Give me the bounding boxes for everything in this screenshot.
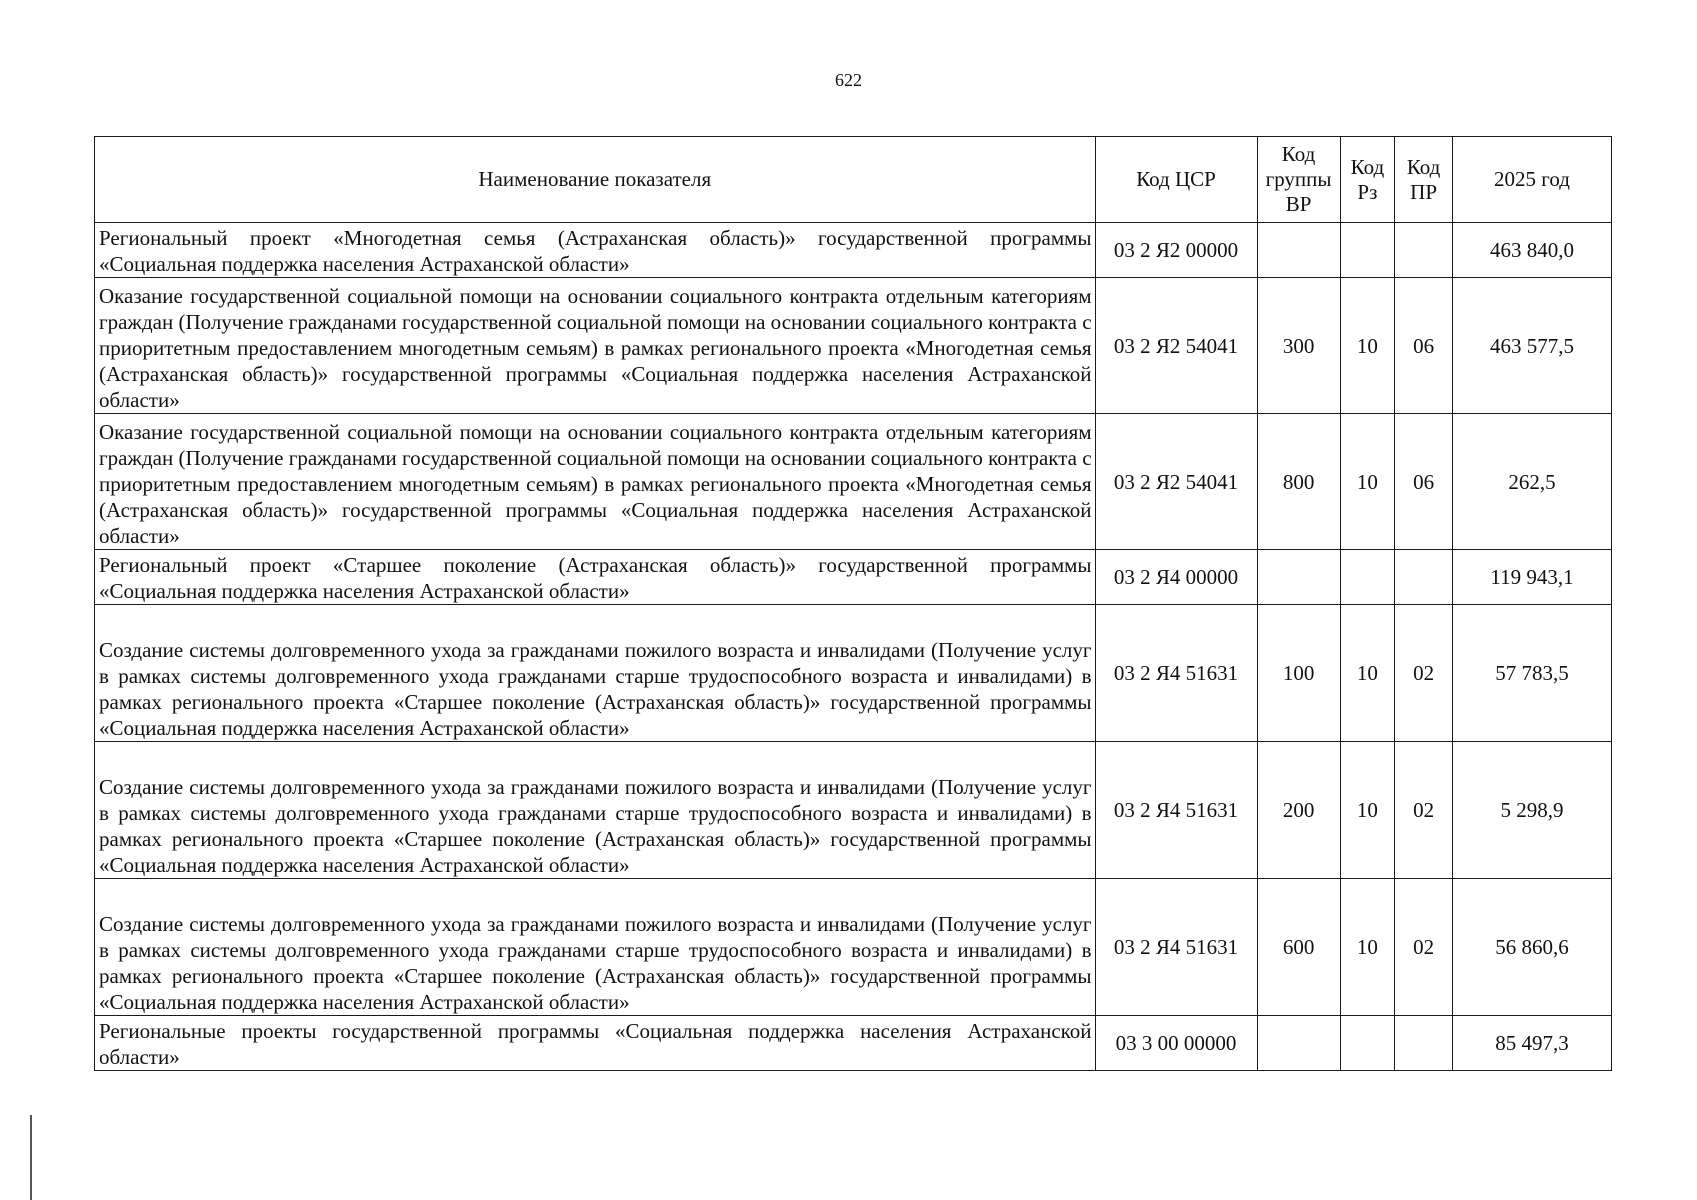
row-vr-code: 300: [1257, 278, 1340, 414]
row-csr-code: 03 3 00 00000: [1095, 1016, 1257, 1071]
row-pr-code: [1395, 550, 1453, 605]
scan-edge-mark: [30, 1115, 32, 1200]
row-rz-code: [1340, 223, 1395, 278]
header-name: Наименование показателя: [95, 137, 1096, 223]
table-row: [95, 1016, 1612, 1071]
table-row: [95, 414, 1612, 550]
row-vr-code: [1257, 223, 1340, 278]
header-rz-code: Код Рз: [1340, 137, 1395, 223]
row-vr-code: [1257, 550, 1340, 605]
row-amount: 262,5: [1452, 414, 1611, 550]
page-number: 622: [835, 70, 862, 90]
row-vr-code: 200: [1257, 742, 1340, 879]
row-amount: 5 298,9: [1452, 742, 1611, 879]
table-row: [95, 605, 1612, 742]
row-rz-code: 10: [1340, 605, 1395, 742]
table-header-row: [95, 137, 1612, 223]
row-amount: 463 840,0: [1452, 223, 1611, 278]
row-vr-code: 800: [1257, 414, 1340, 550]
row-rz-code: [1340, 1016, 1395, 1071]
row-rz-code: 10: [1340, 742, 1395, 879]
row-name: Региональный проект «Многодетная семья (Астраханская область)» государственной программы «Социальная поддержка населения Астраханской области»: [95, 223, 1096, 278]
row-amount: 119 943,1: [1452, 550, 1611, 605]
table-row: [95, 278, 1612, 414]
header-pr-code: Код ПР: [1395, 137, 1453, 223]
row-pr-code: [1395, 1016, 1453, 1071]
row-csr-code: 03 2 Я4 51631: [1095, 605, 1257, 742]
row-rz-code: 10: [1340, 879, 1395, 1016]
row-pr-code: 02: [1395, 879, 1453, 1016]
row-csr-code: 03 2 Я2 54041: [1095, 414, 1257, 550]
row-rz-code: [1340, 550, 1395, 605]
table-row: [95, 742, 1612, 879]
row-name: Создание системы долговременного ухода за гражданами пожилого возраста и инвалидами (Получение услуг в рамках системы долговременного ухода гражданами старше трудоспособного возраста и инвалидами) в рамках регионального проекта «Старшее поколение (Астраханская область)» государственной программы «Социальная поддержка населения Астраханской области»: [95, 879, 1096, 1016]
row-vr-code: 600: [1257, 879, 1340, 1016]
header-year: 2025 год: [1452, 137, 1611, 223]
row-pr-code: 06: [1395, 278, 1453, 414]
row-name: Оказание государственной социальной помощи на основании социального контракта отдельным категориям граждан (Получение гражданами государственной социальной помощи на основании социального контракта с приоритетным предоставлением многодетным семьям) в рамках регионального проекта «Многодетная семья (Астраханская область)» государственной программы «Социальная поддержка населения Астраханской области»: [95, 278, 1096, 414]
row-pr-code: 06: [1395, 414, 1453, 550]
table-row: [95, 223, 1612, 278]
table-row: [95, 879, 1612, 1016]
header-csr-code: Код ЦСР: [1095, 137, 1257, 223]
row-name: Создание системы долговременного ухода за гражданами пожилого возраста и инвалидами (Получение услуг в рамках системы долговременного ухода гражданами старше трудоспособного возраста и инвалидами) в рамках регионального проекта «Старшее поколение (Астраханская область)» государственной программы «Социальная поддержка населения Астраханской области»: [95, 605, 1096, 742]
budget-table: [94, 136, 1612, 1071]
row-name: Создание системы долговременного ухода за гражданами пожилого возраста и инвалидами (Получение услуг в рамках системы долговременного ухода гражданами старше трудоспособного возраста и инвалидами) в рамках регионального проекта «Старшее поколение (Астраханская область)» государственной программы «Социальная поддержка населения Астраханской области»: [95, 742, 1096, 879]
row-rz-code: 10: [1340, 278, 1395, 414]
row-name: Региональные проекты государственной программы «Социальная поддержка населения Астраханской области»: [95, 1016, 1096, 1071]
row-name: Оказание государственной социальной помощи на основании социального контракта отдельным категориям граждан (Получение гражданами государственной социальной помощи на основании социального контракта с приоритетным предоставлением многодетным семьям) в рамках регионального проекта «Многодетная семья (Астраханская область)» государственной программы «Социальная поддержка населения Астраханской области»: [95, 414, 1096, 550]
header-vr-code: Код группы ВР: [1257, 137, 1340, 223]
row-pr-code: [1395, 223, 1453, 278]
row-amount: 56 860,6: [1452, 879, 1611, 1016]
row-csr-code: 03 2 Я4 00000: [1095, 550, 1257, 605]
row-csr-code: 03 2 Я2 54041: [1095, 278, 1257, 414]
row-amount: 85 497,3: [1452, 1016, 1611, 1071]
row-csr-code: 03 2 Я4 51631: [1095, 742, 1257, 879]
row-csr-code: 03 2 Я4 51631: [1095, 879, 1257, 1016]
row-pr-code: 02: [1395, 605, 1453, 742]
row-amount: 463 577,5: [1452, 278, 1611, 414]
row-rz-code: 10: [1340, 414, 1395, 550]
row-amount: 57 783,5: [1452, 605, 1611, 742]
row-csr-code: 03 2 Я2 00000: [1095, 223, 1257, 278]
row-vr-code: [1257, 1016, 1340, 1071]
row-vr-code: 100: [1257, 605, 1340, 742]
row-pr-code: 02: [1395, 742, 1453, 879]
table-row: [95, 550, 1612, 605]
row-name: Региональный проект «Старшее поколение (Астраханская область)» государственной программы «Социальная поддержка населения Астраханской области»: [95, 550, 1096, 605]
